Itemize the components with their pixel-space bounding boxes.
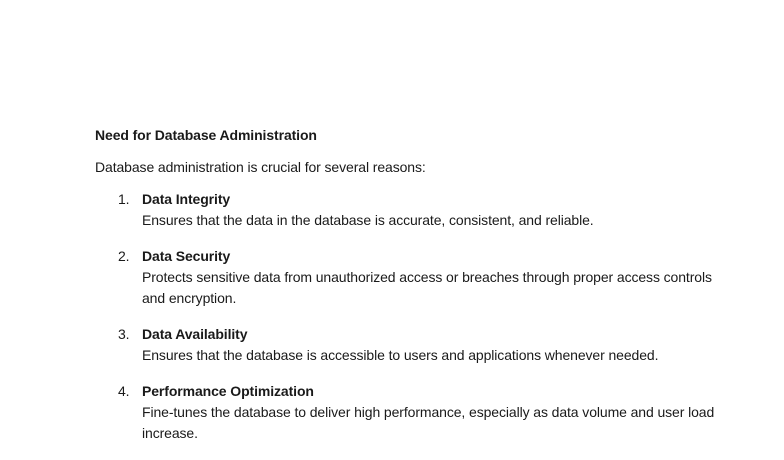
list-item	[95, 247, 715, 309]
document-body	[95, 126, 715, 460]
list-item-number: 2.	[118, 248, 130, 264]
list-item-description: Protects sensitive data from unauthorized access or breaches through proper access controls and encryption.	[142, 269, 712, 306]
reasons-list	[95, 190, 715, 444]
list-item-description: Ensures that the data in the database is accurate, consistent, and reliable.	[142, 212, 594, 228]
list-item	[95, 382, 715, 444]
list-item-description: Ensures that the database is accessible to users and applications whenever needed.	[142, 347, 659, 363]
list-item-description: Fine-tunes the database to deliver high performance, especially as data volume and user load increase.	[142, 404, 715, 441]
section-heading: Need for Database Administration	[95, 127, 317, 143]
list-item-number: 3.	[118, 326, 130, 342]
list-item-title: Data Integrity	[142, 191, 231, 207]
list-item	[95, 190, 715, 231]
list-item-title: Data Availability	[142, 326, 248, 342]
list-item-number: 4.	[118, 383, 130, 399]
list-item-title: Data Security	[142, 248, 231, 264]
list-item-number: 1.	[118, 191, 130, 207]
list-item-title: Performance Optimization	[142, 383, 314, 399]
intro-paragraph: Database administration is crucial for several reasons:	[95, 159, 426, 175]
list-item	[95, 325, 715, 366]
